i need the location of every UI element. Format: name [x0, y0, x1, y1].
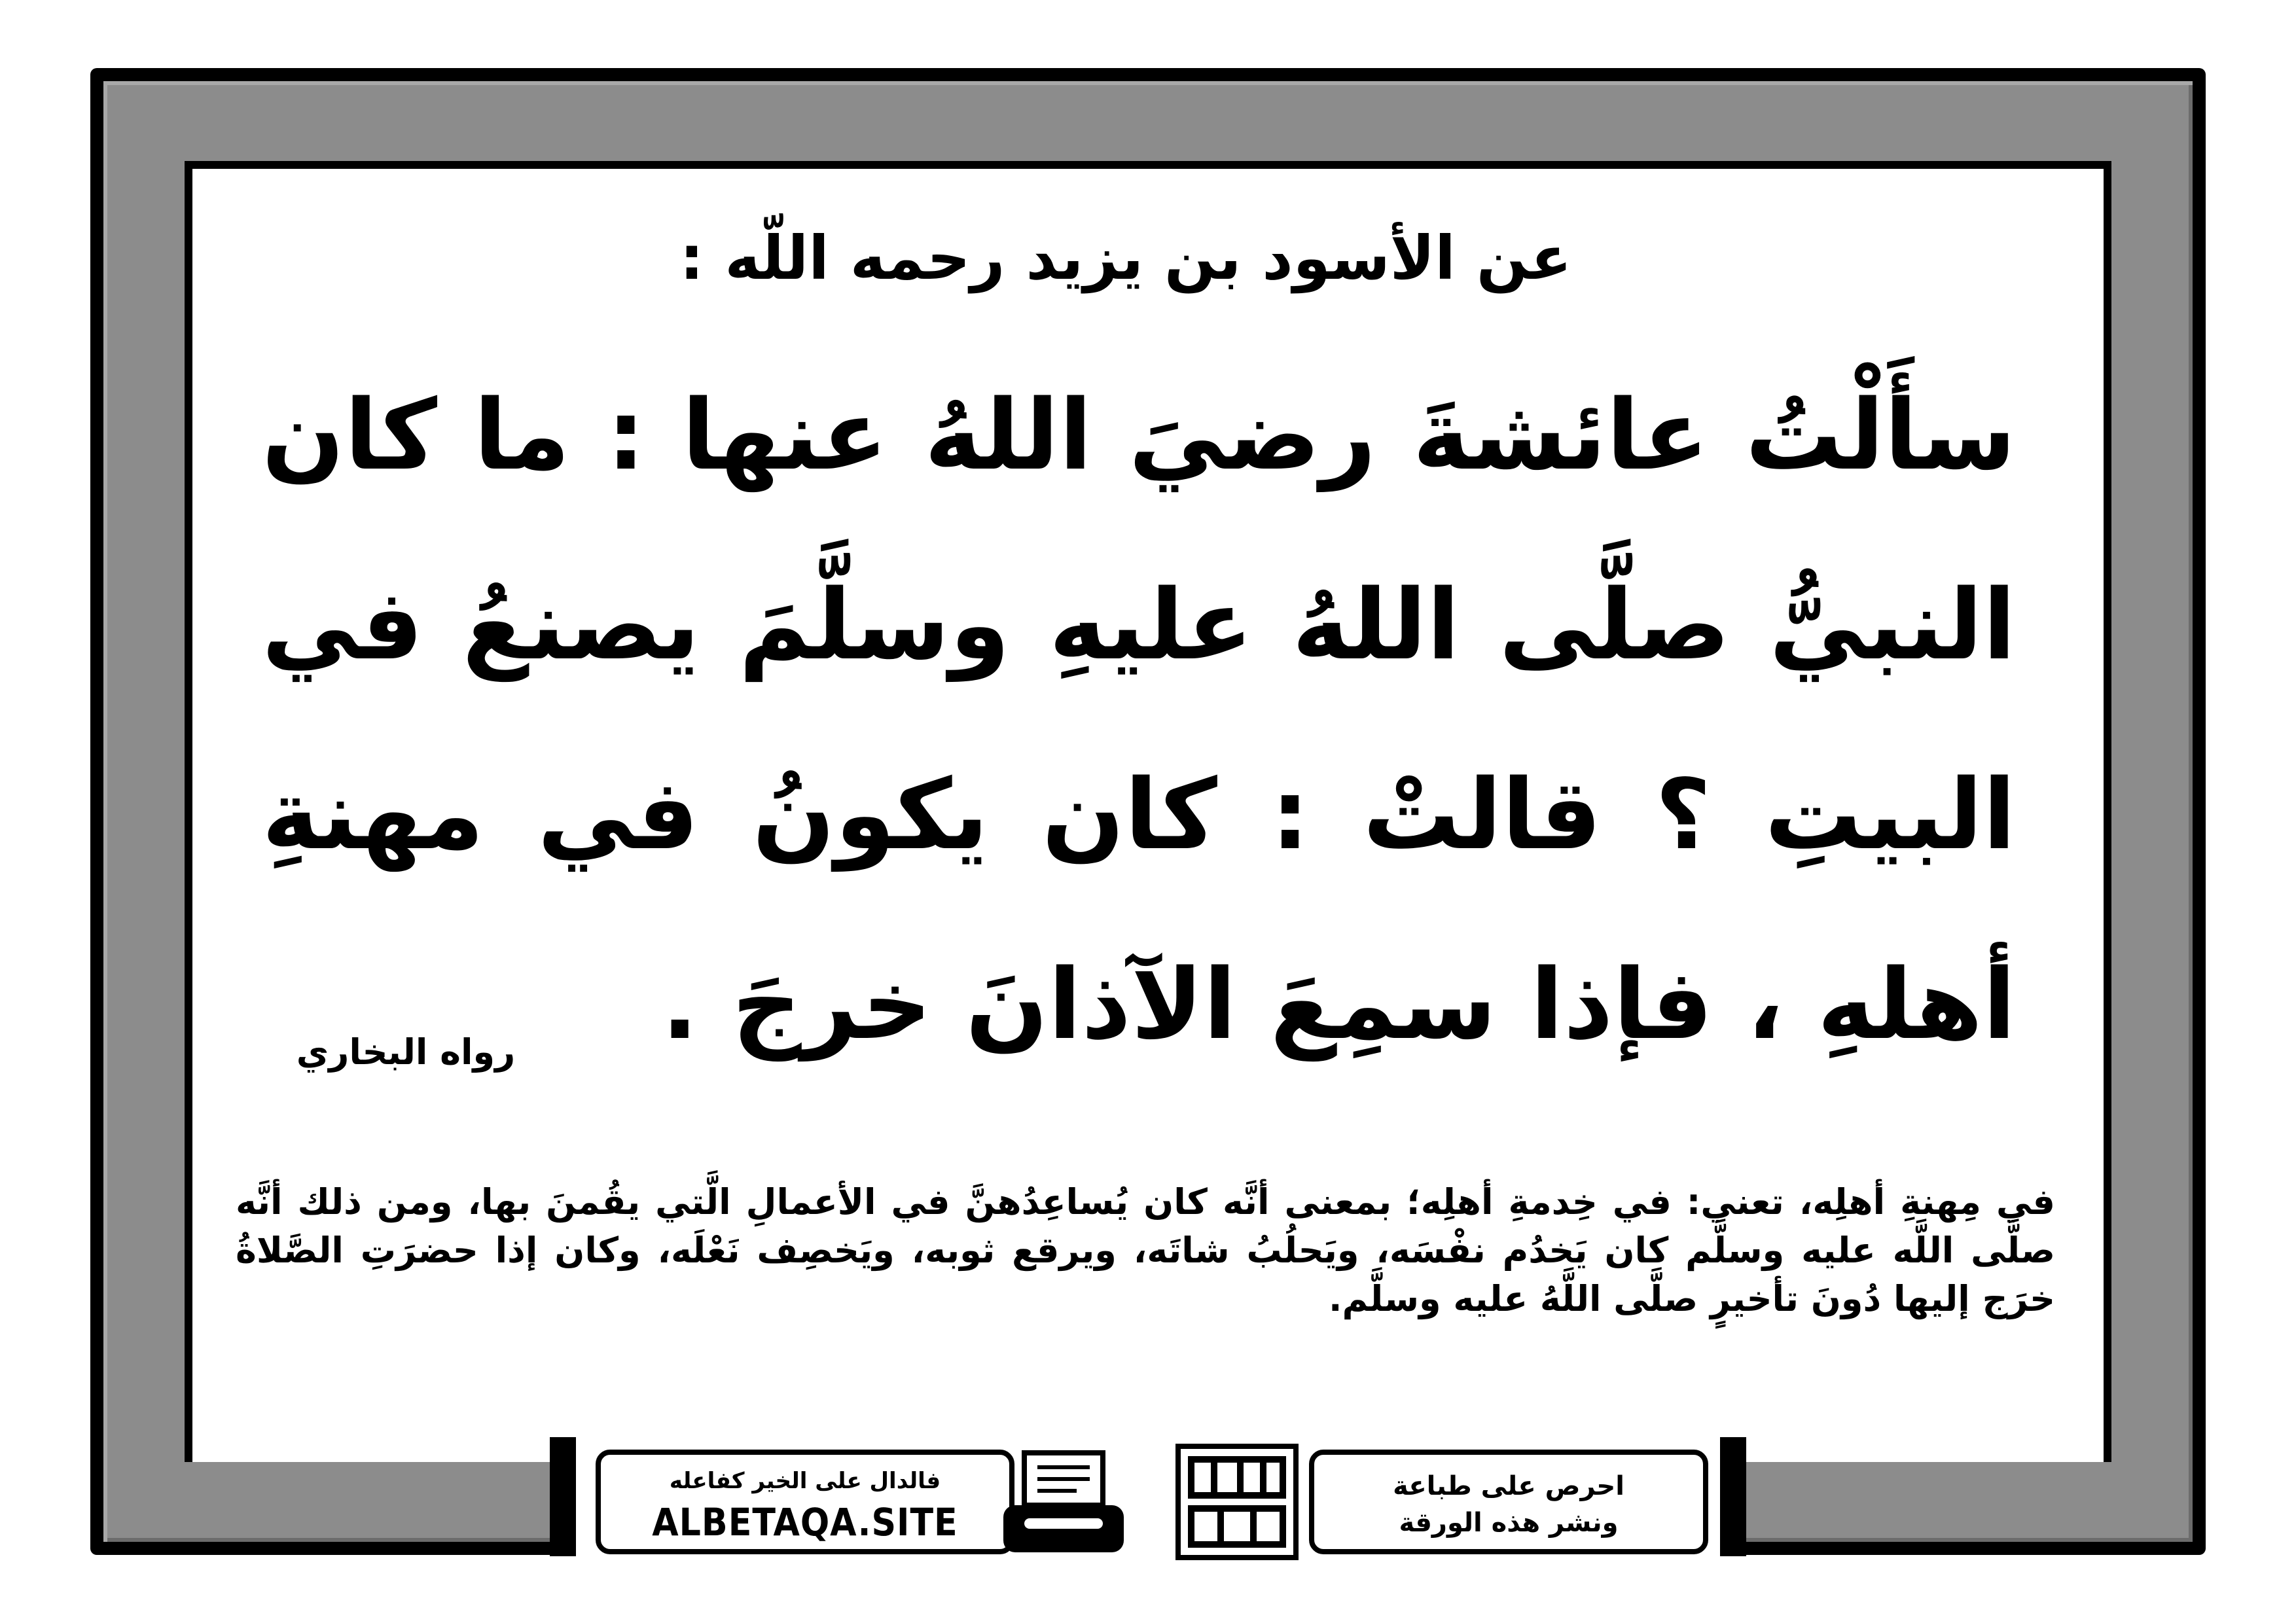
frame-gap-post-right: [1720, 1437, 1746, 1556]
narrator-intro: عن الأسود بن يزيد رحمه اللّه :: [679, 223, 1572, 293]
hadith-line-3: البيتِ ؟ قالتْ : كان يكونُ في مهنةِ: [262, 758, 2016, 871]
hadith-explanation: في مِهنةِ أهلِه، تعني: في خِدمةِ أهلِه؛ بمعنى أنَّه كان يُساعِدُهنَّ في الأعمالِ الَّتي يقُمنَ بها، ومن ذلك أنَّه صلَّى اللَّه عليه وسلَّم كان يَخدُم نفْسَه، ويَحلُبُ شاتَه، ويرقع ثوبه، ويَخصِف نَعْلَه، وكان إذا حضرَتِ الصَّلاةُ خرَج إليها دُونَ تأخيرٍ صلَّى اللَّهُ عليه وسلَّم.: [236, 1181, 2055, 1319]
hadith-line-2: النبيُّ صلَّى اللهُ عليهِ وسلَّمَ يصنعُ في: [262, 569, 2016, 681]
print-note-box: [1309, 1450, 1708, 1554]
hadith-source: رواه البخاري: [296, 1031, 516, 1073]
dawat-al-waraqa-logo: [1175, 1443, 1299, 1561]
printer-icon: [998, 1446, 1129, 1558]
print-note-line-1: احرص على طباعة: [1393, 1471, 1624, 1501]
hadith-line-4: أهلهِ ، فإذا سمِعَ الآذانَ خرجَ .: [661, 948, 2016, 1061]
print-note-line-2: ونشر هذه الورقة: [1399, 1508, 1619, 1538]
hadith-text: [262, 340, 2016, 1119]
hadith-line-1: سأَلْتُ عائشةَ رضيَ اللهُ عنها : ما كان: [262, 379, 2016, 491]
website-url[interactable]: ALBETAQA.SITE: [652, 1500, 958, 1544]
footer-slogan: فالدال على الخير كفاعله: [669, 1468, 941, 1494]
frame-gap-post-left: [550, 1437, 576, 1556]
website-box[interactable]: [596, 1450, 1014, 1554]
